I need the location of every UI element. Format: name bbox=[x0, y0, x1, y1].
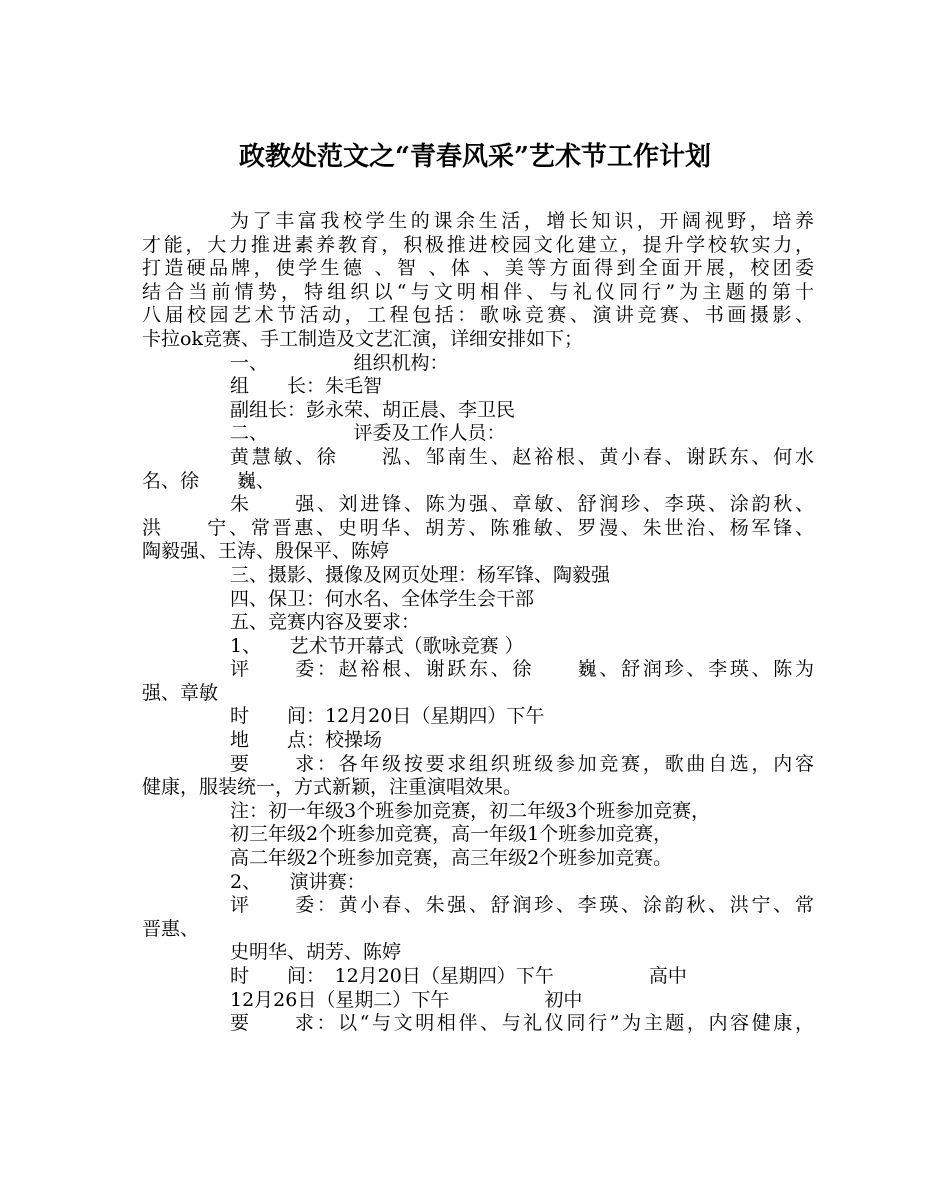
list-item: 地 点：校操场 bbox=[230, 729, 383, 752]
paragraph-line: 朱 强、刘进锋、陈为强、章敏、舒润珍、李瑛、涂韵秋、 bbox=[230, 493, 814, 516]
paragraph-line: 结合当前情势，特组织以“与文明相伴、与礼仪同行”为主题的第十 bbox=[142, 280, 814, 303]
section-heading: 三、摄影、摄像及网页处理：杨军锋、陶毅强 bbox=[230, 563, 611, 586]
paragraph-line: 名、徐 巍、 bbox=[142, 469, 276, 492]
note-line: 高二年级2个班参加竞赛，高三年级2个班参加竞赛。 bbox=[230, 847, 673, 870]
paragraph-line: 为了丰富我校学生的课余生活，增长知识，开阔视野，培养 bbox=[230, 210, 814, 232]
paragraph-line: 要 求：各年级按要求组织班级参加竞赛，歌曲自选，内容 bbox=[230, 752, 814, 775]
subsection-heading: 1、 艺术节开幕式（歌咏竞赛 ） bbox=[230, 634, 524, 657]
list-item: 副组长：彭永荣、胡正晨、李卫民 bbox=[230, 398, 516, 421]
paragraph-line: 陶毅强、王涛、殷保平、陈婷 bbox=[142, 540, 390, 563]
paragraph-line: 卡拉ok竞赛、手工制造及文艺汇演，详细安排如下； bbox=[142, 327, 583, 350]
subsection-heading: 2、 演讲赛： bbox=[230, 870, 366, 893]
section-heading: 五、竞赛内容及要求： bbox=[230, 611, 421, 634]
document-title: 政教处范文之“青春风采”艺术节工作计划 bbox=[239, 142, 711, 172]
paragraph-line: 强、章敏 bbox=[142, 681, 219, 704]
section-heading: 四、保卫：何水名、全体学生会干部 bbox=[230, 587, 535, 610]
note-line: 初三年级2个班参加竞赛，高一年级1个班参加竞赛， bbox=[230, 823, 673, 846]
paragraph-line: 评 委：黄小春、朱强、舒润珍、李瑛、涂韵秋、洪宁、常 bbox=[230, 894, 814, 917]
paragraph-line: 才能，大力推进素养教育，积极推进校园文化建立，提升学校软实力， bbox=[142, 233, 814, 256]
paragraph-line: 黄慧敏、徐 泓、邹南生、赵裕根、黄小春、谢跃东、何水 bbox=[230, 445, 814, 468]
paragraph-line: 晋惠、 bbox=[142, 917, 200, 940]
list-item: 时 间：12月20日（星期四）下午 bbox=[230, 705, 545, 728]
paragraph-line: 史明华、胡芳、陈婷 bbox=[230, 941, 402, 964]
list-item: 组 长：朱毛智 bbox=[230, 375, 383, 398]
paragraph-line: 评 委：赵裕根、谢跃东、徐 巍、舒润珍、李瑛、陈为 bbox=[230, 658, 814, 681]
paragraph-line: 八届校园艺术节活动，工程包括：歌咏竞赛、演讲竞赛、书画摄影、 bbox=[142, 304, 814, 327]
paragraph-line: 打造硬品牌，使学生德 、智 、体 、美等方面得到全面开展，校团委 bbox=[142, 257, 814, 280]
list-item: 时 间： 12月20日（星期四）下午 高中 bbox=[230, 965, 687, 987]
paragraph-line: 洪 宁、常晋惠、史明华、胡芳、陈雅敏、罗漫、朱世治、杨军锋、 bbox=[142, 516, 814, 539]
paragraph-line: 要 求：以“与文明相伴、与礼仪同行”为主题，内容健康， bbox=[230, 1012, 814, 1035]
section-heading: 二、 评委及工作人员： bbox=[230, 422, 506, 445]
list-item: 12月26日（星期二）下午 初中 bbox=[230, 988, 583, 1011]
note-line: 注：初一年级3个班参加竞赛，初二年级3个班参加竞赛， bbox=[230, 799, 711, 822]
section-heading: 一、 组织机构： bbox=[230, 351, 449, 374]
paragraph-line: 健康，服装统一，方式新颖，注重演唱效果。 bbox=[142, 776, 523, 799]
document-body bbox=[142, 210, 814, 1036]
